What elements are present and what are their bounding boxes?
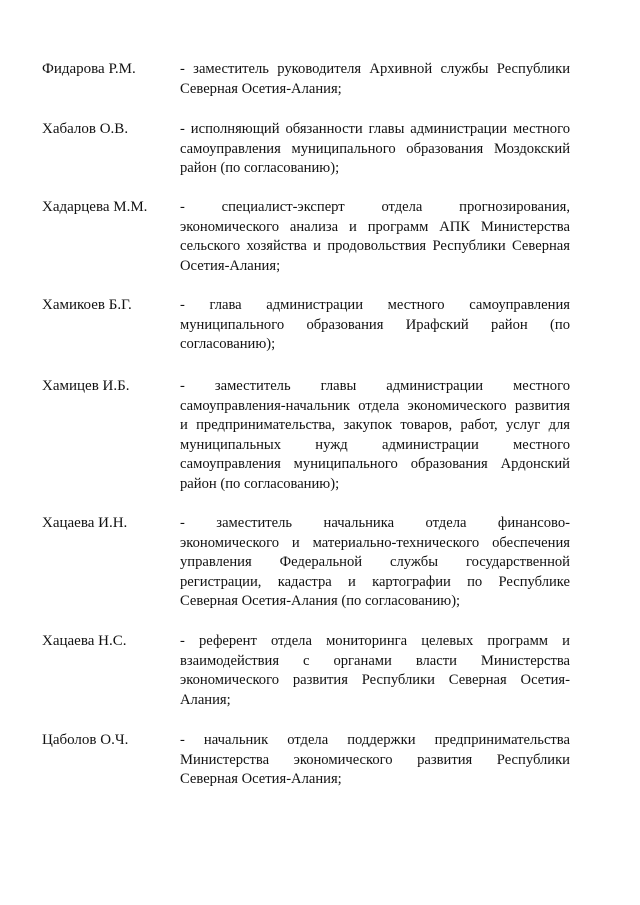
description-line: и предпринимательства, закупок товаров, работ, услуг для [180, 417, 570, 434]
description-line: взаимодействия с органами власти Министерства [180, 652, 570, 669]
description-line: Северная Осетия-Алания; [180, 771, 342, 788]
position-description [180, 60, 570, 99]
position-description [180, 514, 570, 612]
description-line: регистрации, кадастра и картографии по Республике [180, 573, 570, 590]
description-line: самоуправления муниципального образования Ардонский [180, 456, 570, 473]
position-description [180, 198, 570, 276]
person-name: Хацаева Н.С. [42, 633, 127, 649]
person-name: Хадарцева М.М. [42, 199, 148, 215]
description-line: Осетия-Алания; [180, 257, 281, 274]
description-line: - референт отдела мониторинга целевых программ и [180, 633, 570, 649]
description-line: район (по согласованию); [180, 160, 340, 177]
position-description [180, 120, 570, 179]
person-name: Хацаева И.Н. [42, 515, 128, 531]
description-line: муниципальных нужд администрации местного [180, 436, 570, 453]
description-line: сельского хозяйства и продовольствия Республики Северная [180, 238, 570, 255]
description-line: муниципального образования Ирафский район (по [180, 316, 570, 333]
description-line: - заместитель главы администрации местного [180, 378, 570, 394]
description-line: экономического и материально-технического обеспечения [180, 534, 570, 551]
description-line: управления Федеральной службы государственной [180, 554, 570, 571]
person-name: Хабалов О.В. [42, 121, 129, 137]
position-description [180, 377, 570, 495]
description-line: согласованию); [180, 336, 276, 353]
person-name: Хамикоев Б.Г. [42, 297, 132, 313]
description-line: Министерства экономического развития Республики [180, 751, 570, 768]
person-name: Фидарова Р.М. [42, 61, 136, 77]
description-line: - начальник отдела поддержки предпринимательства [180, 732, 570, 748]
description-line: - заместитель начальника отдела финансово- [180, 515, 570, 531]
description-line: экономического развития Республики Северная Осетия- [180, 672, 570, 689]
person-name: Хамицев И.Б. [42, 378, 130, 394]
description-line: - исполняющий обязанности главы администрации местного [180, 121, 570, 137]
description-line: - глава администрации местного самоуправления [180, 297, 570, 313]
description-line: Алания; [180, 691, 231, 708]
description-line: Северная Осетия-Алания (по согласованию); [180, 593, 461, 610]
description-line: экономического анализа и программ АПК Министерства [180, 218, 570, 235]
position-description [180, 632, 570, 710]
description-line: Северная Осетия-Алания; [180, 80, 342, 97]
description-line: - заместитель руководителя Архивной службы Республики [180, 61, 570, 77]
description-line: самоуправления муниципального образования Моздокский [180, 140, 570, 157]
description-line: район (по согласованию); [180, 475, 340, 492]
description-line: - специалист-эксперт отдела прогнозирования, [180, 199, 570, 215]
person-name: Цаболов О.Ч. [42, 732, 129, 748]
position-description [180, 731, 570, 790]
position-description [180, 296, 570, 355]
description-line: самоуправления-начальник отдела экономического развития [180, 397, 570, 414]
